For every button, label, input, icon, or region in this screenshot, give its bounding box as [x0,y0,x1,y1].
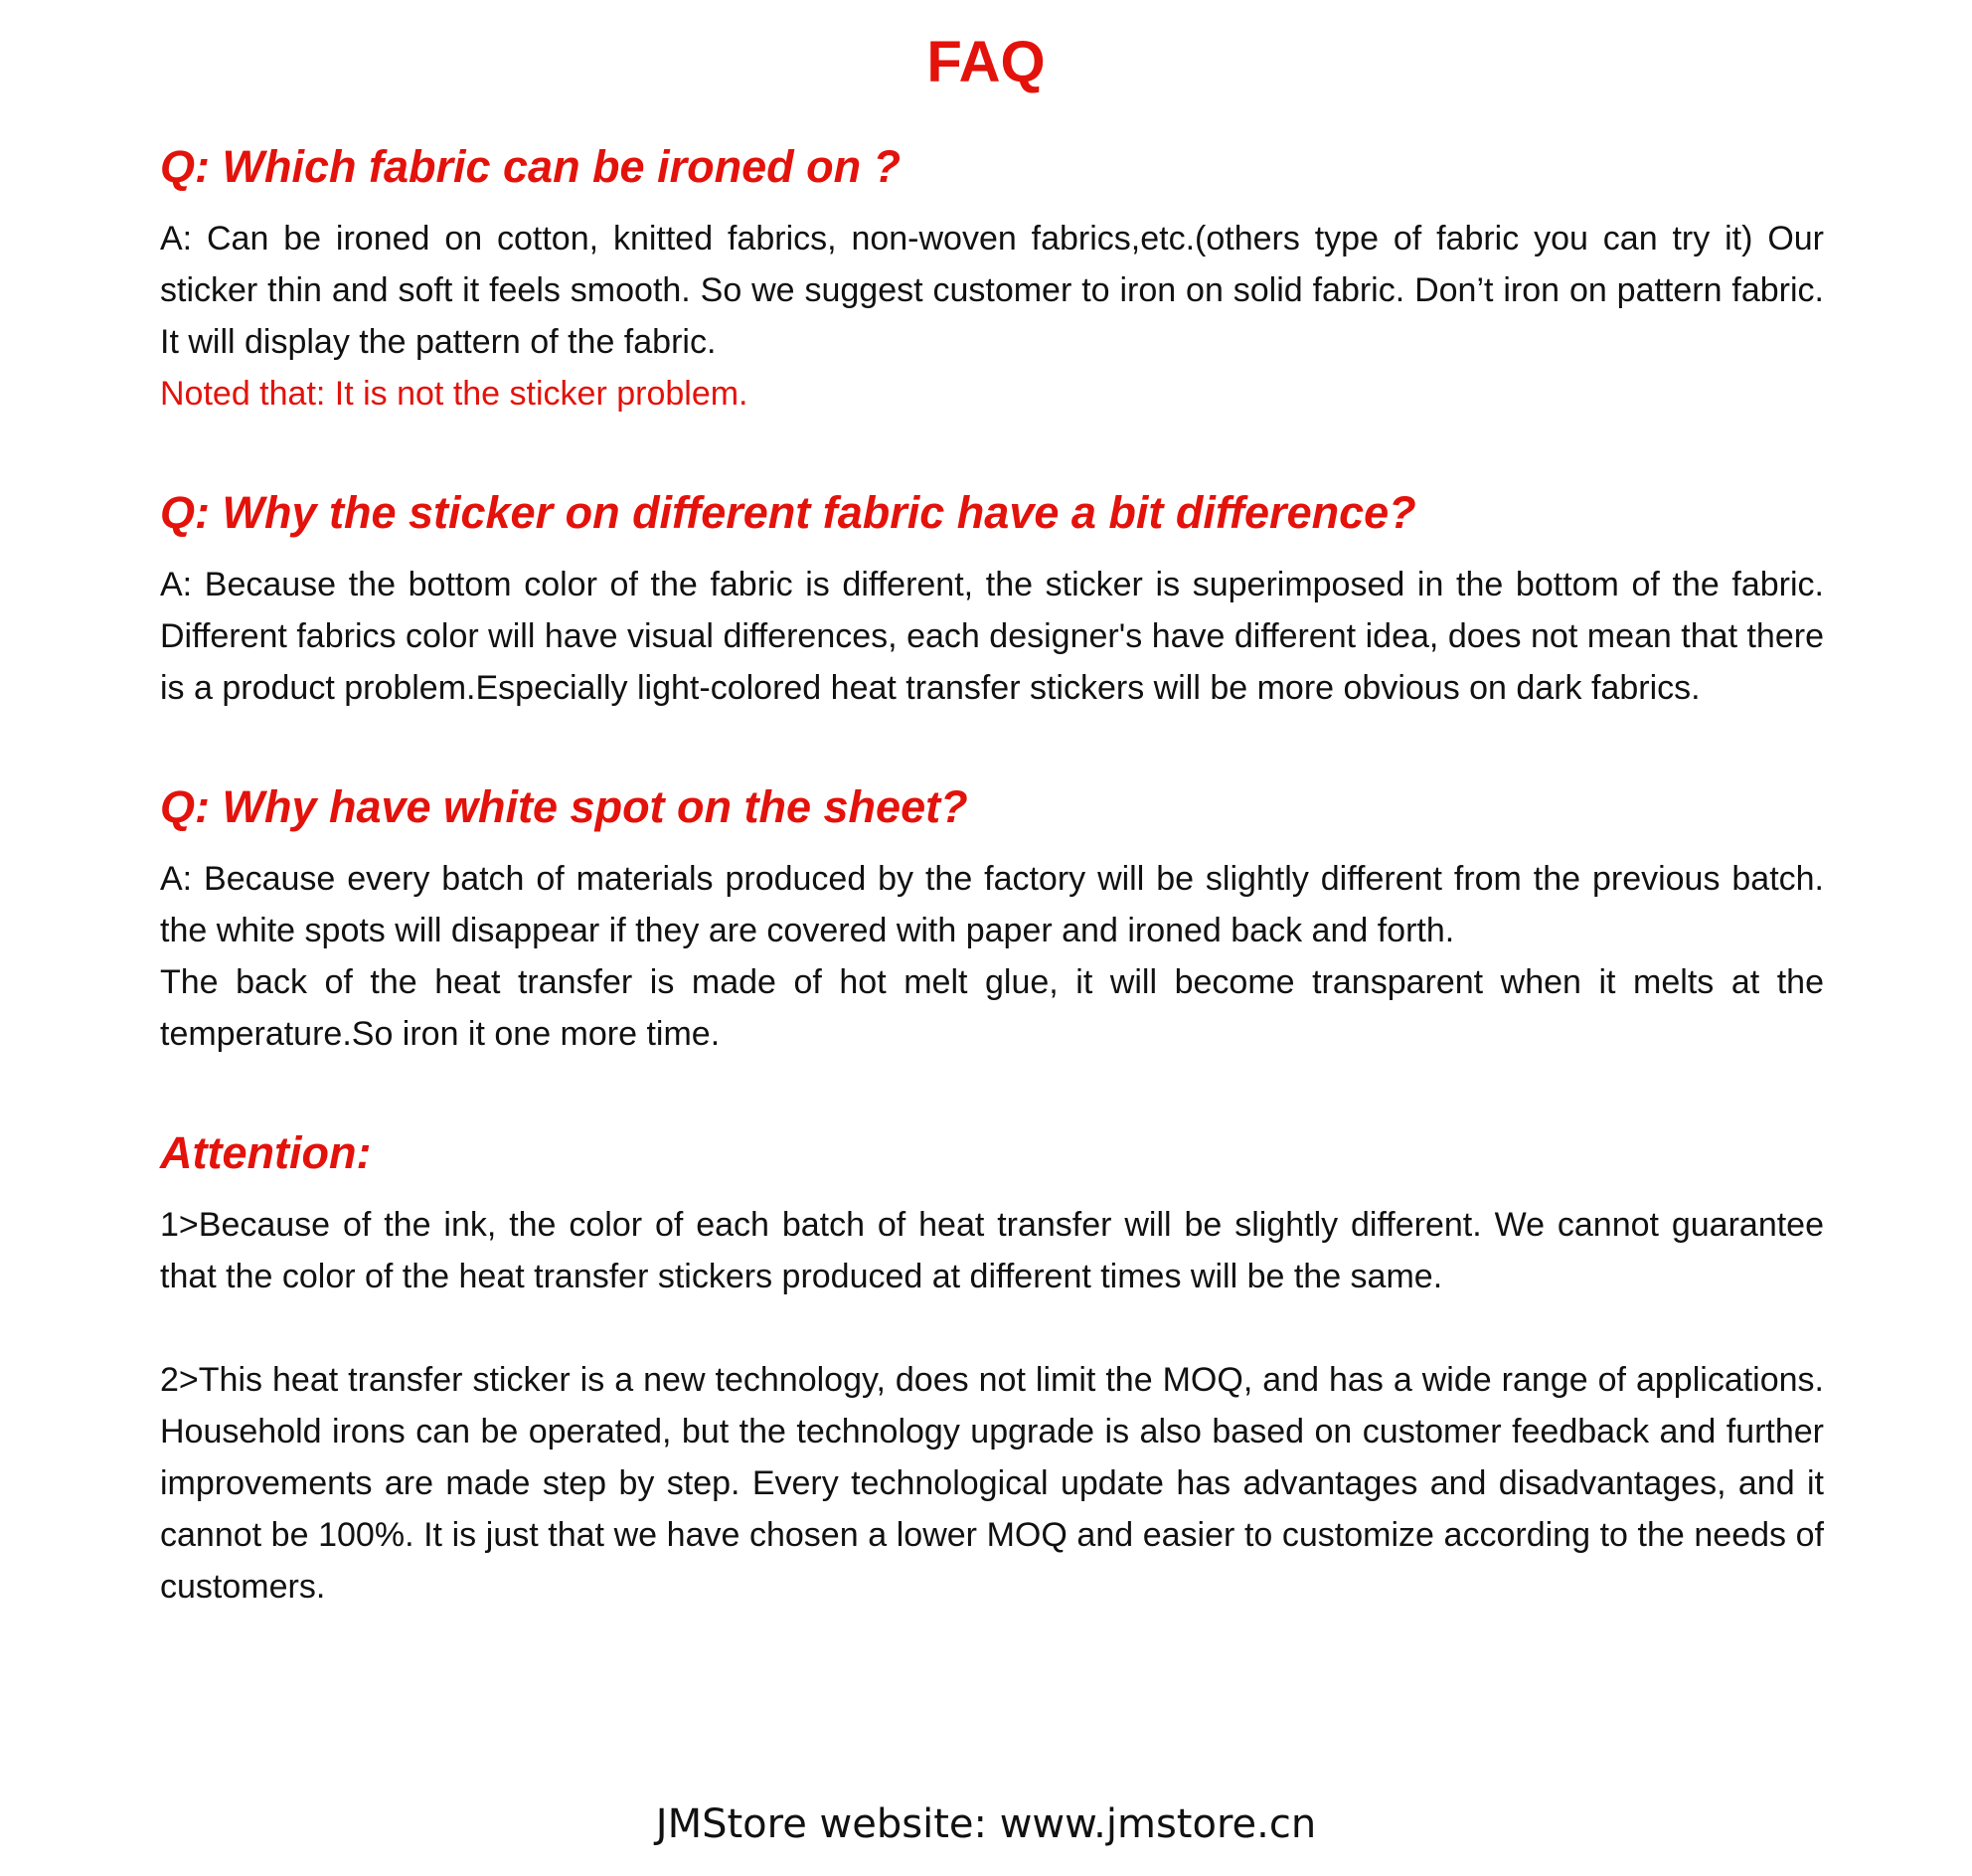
question-heading: Q: Why have white spot on the sheet? [160,781,968,832]
section-spacer [160,420,1824,485]
footer-website: JMStore website: www.jmstore.cn [655,1801,1317,1847]
attention-item: 1>Because of the ink, the color of each batch of heat transfer will be slightly different. We cannot guarantee that the color of the heat transfer stickers produced at different times will be the same. [160,1206,1824,1295]
answer-paragraph: The back of the heat transfer is made of hot melt glue, it will become transparent when it melts at the temperature.So iron it one more time. [160,963,1824,1053]
attention-section [160,1125,1824,1613]
attention-heading: Attention: [160,1127,372,1178]
answer-paragraph: A: Because every batch of materials produced by the factory will be slightly different from the previous batch. the white spots will disappear if they are covered with paper and ironed back and forth. [160,860,1824,949]
answer-paragraph: A: Because the bottom color of the fabric is different, the sticker is superimposed in the bottom of the fabric. Different fabrics color will have visual differences, each designer's have different idea, does not mean that there is a product problem.Especially light-colored heat transfer stickers will be more obvious on dark fabrics. [160,566,1824,707]
faq-item-difference [160,485,1824,714]
answer-paragraph: A: Can be ironed on cotton, knitted fabrics, non-woven fabrics,etc.(others type of fabric you can try it) Our sticker thin and soft it feels smooth. So we suggest customer to iron on solid fabric. Don’t iron on pattern fabric. It will display the pattern of the fabric. [160,220,1824,361]
page-title: FAQ [926,30,1046,94]
faq-content [160,139,1824,1613]
attention-item: 2>This heat transfer sticker is a new technology, does not limit the MOQ, and has a wide range of applications. Household irons can be operated, but the technology upgrade is also based on customer feedback and further improvements are made step by step. Every technological update has advantages and disadvantages, and it cannot be 100%. It is just that we have chosen a lower MOQ and easier to customize according to the needs of customers. [160,1361,1824,1606]
answer-note: Noted that: It is not the sticker problem. [160,375,748,413]
question-heading: Q: Which fabric can be ironed on ? [160,141,902,192]
faq-item-fabric [160,139,1824,420]
question-heading: Q: Why the sticker on different fabric have a bit difference? [160,487,1416,538]
paragraph-spacer [160,1302,1824,1354]
section-spacer [160,714,1824,779]
faq-item-white-spot [160,779,1824,1060]
section-spacer [160,1060,1824,1125]
